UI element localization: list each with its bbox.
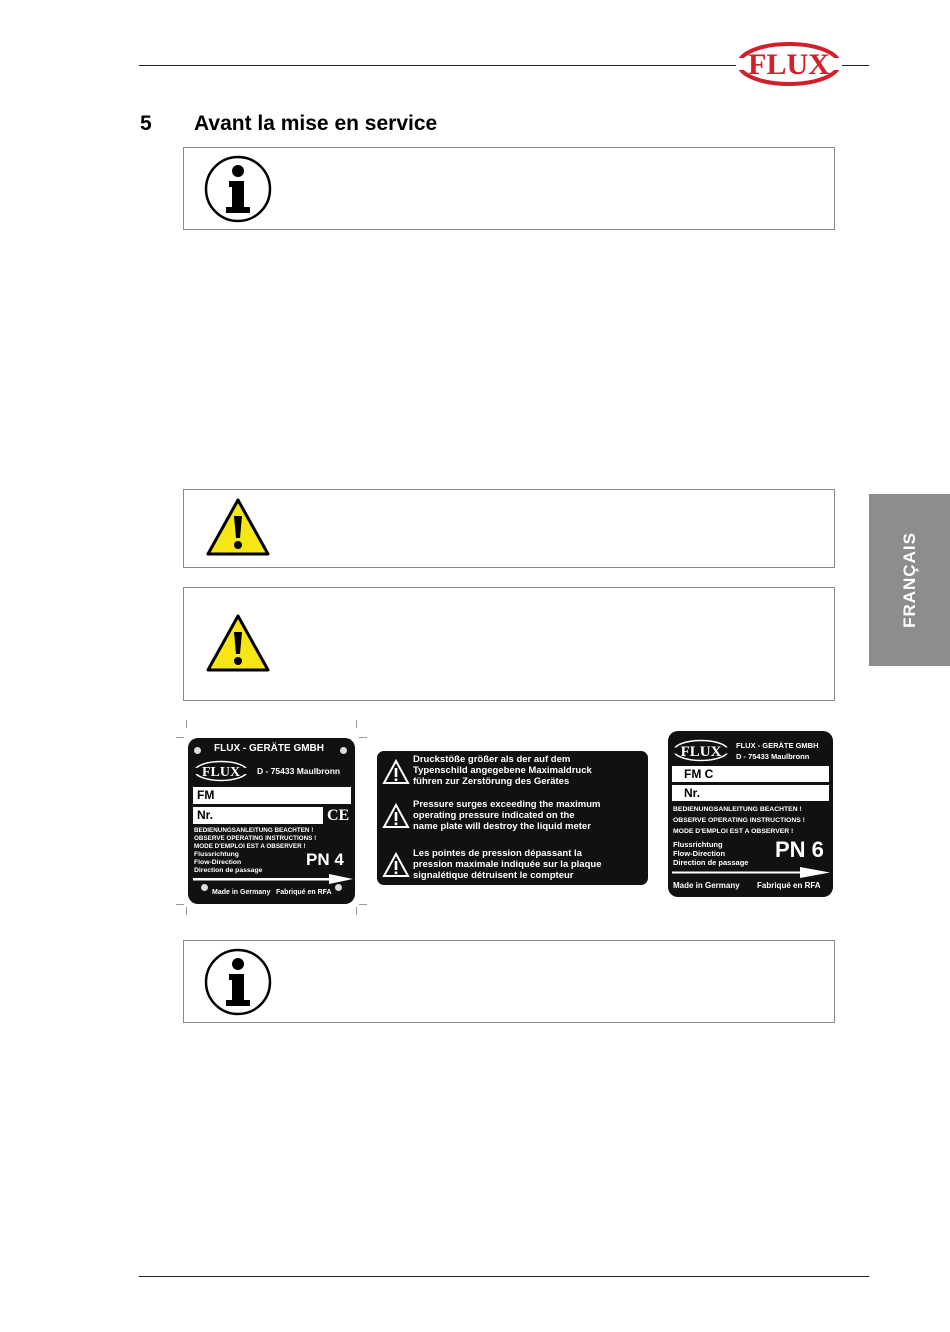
plate-company: FLUX - GERÄTE GMBH bbox=[736, 741, 819, 750]
flux-logo bbox=[735, 40, 843, 88]
crop-mark bbox=[359, 904, 367, 905]
section-number: 5 bbox=[140, 112, 152, 135]
screw-icon bbox=[340, 747, 347, 754]
warning-text-en: name plate will destroy the liquid meter bbox=[413, 821, 591, 832]
pressure-rating: PN 6 bbox=[775, 837, 824, 862]
crop-mark bbox=[176, 737, 184, 738]
plate-flow-line: Direction de passage bbox=[673, 858, 749, 867]
plate-flow-line: Flussrichtung bbox=[673, 840, 723, 849]
warning-triangle-icon bbox=[204, 612, 272, 676]
plate-flow-line: Flow-Direction bbox=[194, 859, 242, 866]
crop-mark bbox=[176, 904, 184, 905]
warning-box-1 bbox=[183, 489, 835, 568]
info-box-1 bbox=[183, 147, 835, 230]
warning-text-en: Pressure surges exceeding the maximum bbox=[413, 799, 601, 810]
plate-instruction-line: OBSERVE OPERATING INSTRUCTIONS ! bbox=[194, 835, 317, 842]
warning-text-en: operating pressure indicated on the bbox=[413, 810, 575, 821]
screw-icon bbox=[201, 884, 208, 891]
nameplate-pn4 bbox=[188, 738, 355, 904]
warning-text-de: führen zur Zerstörung des Gerätes bbox=[413, 776, 570, 787]
warning-text-fr: Les pointes de pression dépassant la bbox=[413, 848, 582, 859]
plate-instruction-line: OBSERVE OPERATING INSTRUCTIONS ! bbox=[673, 817, 805, 824]
header-rule-left bbox=[139, 65, 736, 66]
crop-mark bbox=[356, 907, 357, 915]
fabrique-label: Fabriqué en RFA bbox=[276, 889, 332, 896]
section-title: Avant la mise en service bbox=[194, 112, 438, 135]
fabrique-label: Fabriqué en RFA bbox=[757, 881, 821, 890]
warning-text-fr: pression maximale indiquée sur la plaque bbox=[413, 859, 602, 870]
model-field: FM bbox=[193, 787, 351, 804]
plate-address: D - 75433 Maulbronn bbox=[736, 752, 810, 761]
pressure-warning-plate bbox=[377, 751, 648, 885]
crop-mark bbox=[356, 720, 357, 728]
plate-flow-line: Direction de passage bbox=[194, 867, 263, 874]
plate-company: FLUX - GERÄTE GMBH bbox=[214, 743, 324, 754]
warning-box-2 bbox=[183, 587, 835, 701]
plate-address: D - 75433 Maulbronn bbox=[257, 766, 341, 776]
model-field: FM C bbox=[672, 766, 829, 782]
footer-rule bbox=[139, 1276, 869, 1277]
serial-number-field: Nr. bbox=[193, 807, 323, 824]
pressure-rating: PN 4 bbox=[306, 850, 344, 869]
plate-instruction-line: MODE D'EMPLOI EST A OBSERVER ! bbox=[194, 843, 306, 850]
plate-flow-line: Flow-Direction bbox=[673, 849, 726, 858]
plate-flow-line: Flussrichtung bbox=[194, 851, 239, 858]
made-in-label: Made in Germany bbox=[673, 881, 740, 890]
logo-text: FLUX bbox=[748, 48, 830, 81]
info-icon bbox=[204, 155, 272, 223]
warning-triangle-outline-icon bbox=[382, 759, 410, 785]
plate-instruction-line: BEDIENUNGSANLEITUNG BEACHTEN ! bbox=[194, 827, 314, 834]
crop-mark bbox=[186, 907, 187, 915]
crop-mark bbox=[186, 720, 187, 728]
plate-flux-logo bbox=[672, 739, 730, 762]
flow-arrow-icon bbox=[193, 874, 353, 884]
warning-triangle-outline-icon bbox=[382, 852, 410, 878]
crop-mark bbox=[359, 737, 367, 738]
svg-text:FLUX: FLUX bbox=[680, 744, 722, 760]
serial-number-field: Nr. bbox=[672, 785, 829, 801]
info-box-2 bbox=[183, 940, 835, 1023]
language-side-tab bbox=[869, 494, 950, 666]
warning-text-de: Druckstöße größer als der auf dem bbox=[413, 754, 571, 765]
info-icon bbox=[204, 948, 272, 1016]
header-rule-right bbox=[842, 65, 869, 66]
flow-arrow-icon bbox=[672, 867, 830, 878]
screw-icon bbox=[335, 884, 342, 891]
warning-text-fr: signalétique détruisent le compteur bbox=[413, 870, 574, 881]
ce-mark: CE bbox=[327, 807, 350, 824]
screw-icon bbox=[194, 747, 201, 754]
warning-text-de: Typenschild angegebene Maximaldruck bbox=[413, 765, 592, 776]
made-in-label: Made in Germany bbox=[212, 889, 271, 896]
warning-triangle-outline-icon bbox=[382, 803, 410, 829]
warning-triangle-icon bbox=[204, 496, 272, 560]
nameplate-pn6 bbox=[668, 731, 833, 897]
plate-instruction-line: MODE D'EMPLOI EST A OBSERVER ! bbox=[673, 828, 794, 835]
svg-text:FLUX: FLUX bbox=[201, 765, 241, 780]
section-heading bbox=[140, 112, 437, 136]
plate-instruction-line: BEDIENUNGSANLEITUNG BEACHTEN ! bbox=[673, 806, 802, 813]
side-tab-label: FRANÇAIS bbox=[899, 532, 919, 628]
plate-flux-logo bbox=[193, 760, 249, 782]
